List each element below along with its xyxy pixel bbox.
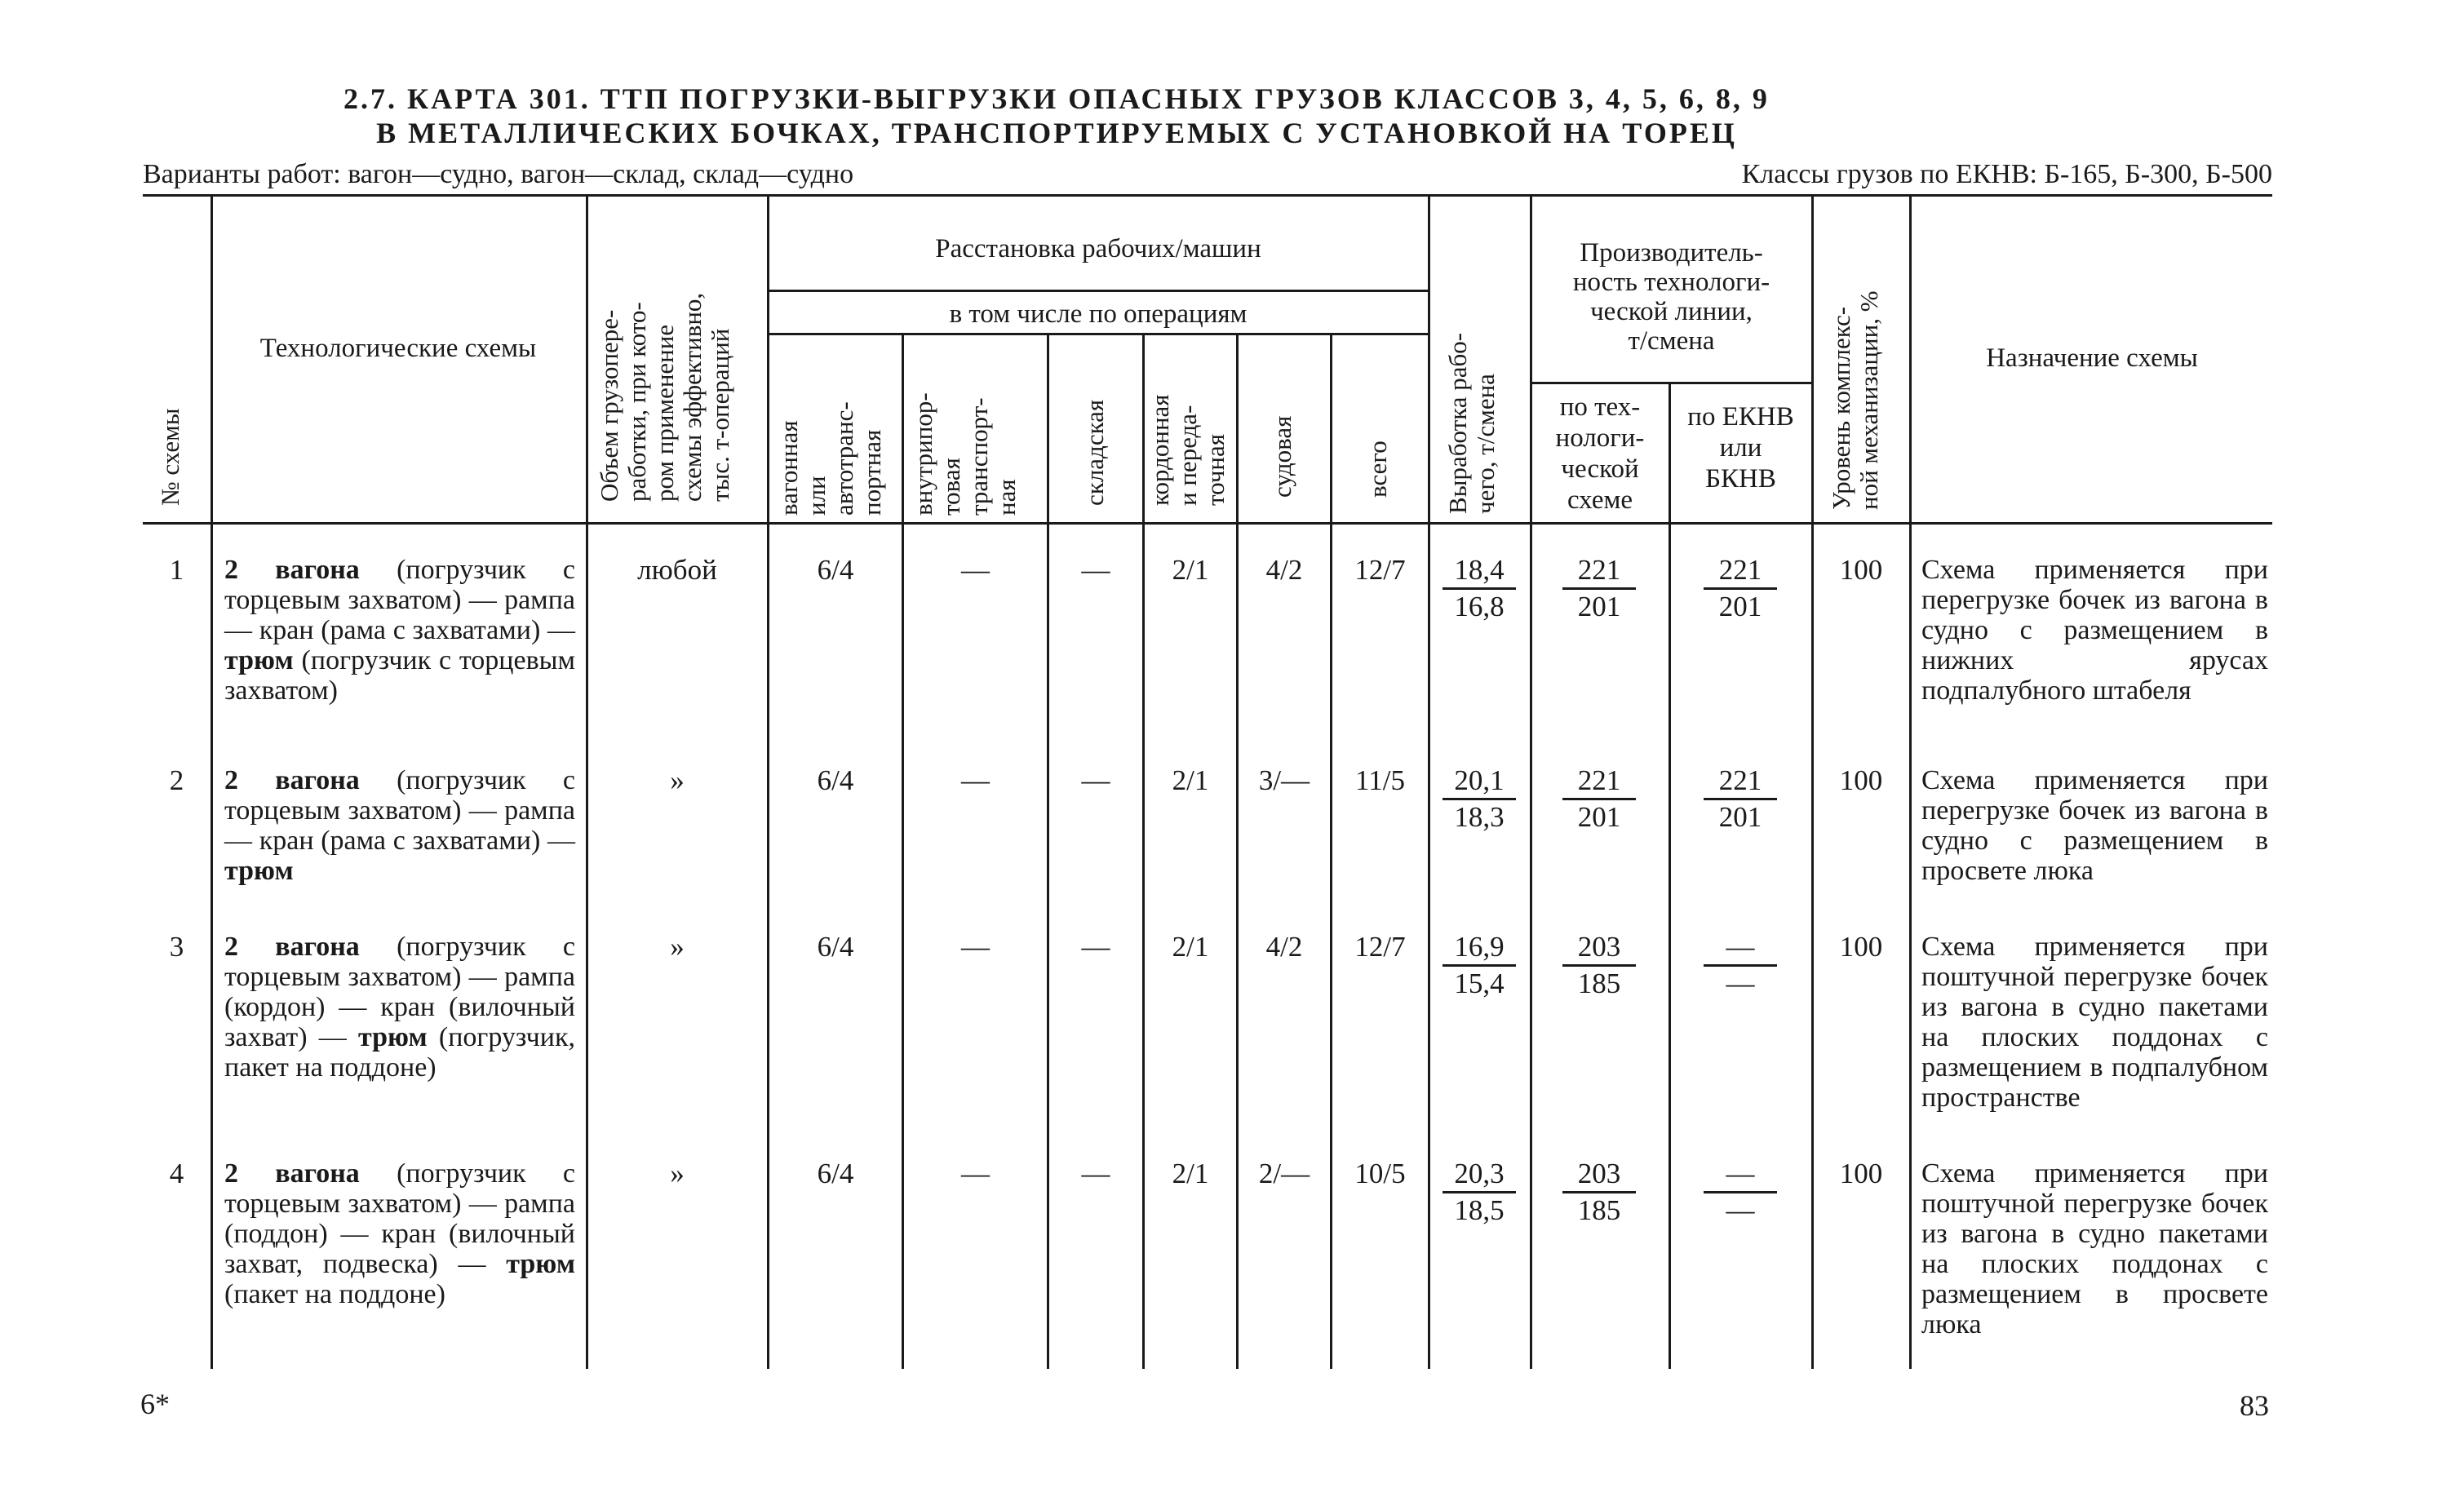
col-header-productivity: Производитель- ность технологи- ческой линии, т/смена xyxy=(1572,238,1770,356)
output-fraction: $\frac{20,3}{18,5}$ xyxy=(1443,1157,1516,1228)
purpose-text: Схема применяется при перегрузке бочек из вагона в судно с размещением в нижних ярусах подпалубного штабеля xyxy=(1921,555,2268,706)
op-ship-value: 4/2 xyxy=(1265,931,1303,963)
purpose-text: Схема применяется при перегрузке бочек из вагона в судно с размещением в просвете люка xyxy=(1921,765,2268,886)
page-number: 83 xyxy=(2240,1389,2269,1422)
scheme-description: 2 вагона (погрузчик с торцевым захватом) — рампа — кран (рама с захватами) — трюм xyxy=(224,765,576,886)
scheme-description: 2 вагона (погрузчик с торцевым захватом) — рампа (поддон) — кран (вилочный захват, подвеска) — трюм (пакет на поддоне) xyxy=(224,1158,576,1309)
prod-tech-fraction: $\frac{221}{201}$ xyxy=(1562,764,1636,835)
op-inport-value: — xyxy=(961,764,990,796)
scheme-number: 1 xyxy=(169,554,184,586)
purpose-text: Схема применяется при поштучной перегрузке бочек из вагона в судно пакетами на плоских поддонах с размещением в подпалубном пространстве xyxy=(1921,932,2268,1113)
mechanization-value: 100 xyxy=(1839,554,1883,586)
purpose-text: Схема применяется при поштучной перегрузке бочек из вагона в судно пакетами на плоских поддонах с размещением в просвете люка xyxy=(1921,1158,2268,1340)
scheme-description: 2 вагона (погрузчик с торцевым захватом) — рампа — кран (рама с захватами) — трюм (погрузчик с торцевым захватом) xyxy=(224,555,576,706)
mechanization-value: 100 xyxy=(1839,1158,1883,1189)
col-header-purpose: Назначение схемы xyxy=(1986,343,2198,373)
col-header-op-wagon: вагонная или автотранс- портная xyxy=(774,401,886,516)
op-total-value: 10/5 xyxy=(1354,1158,1406,1189)
op-total-value: 12/7 xyxy=(1354,554,1406,586)
op-cordon-value: 2/1 xyxy=(1172,554,1209,586)
col-header-scheme-number: № схемы xyxy=(156,408,184,506)
op-wagon-value: 6/4 xyxy=(817,554,854,586)
volume-value: » xyxy=(670,764,685,796)
page-title-line2: В МЕТАЛЛИЧЕСКИХ БОЧКАХ, ТРАНСПОРТИРУЕМЫХ С УСТАНОВКОЙ НА ТОРЕЦ xyxy=(376,117,1737,149)
output-fraction: $\frac{20,1}{18,3}$ xyxy=(1443,764,1516,835)
op-warehouse-value: — xyxy=(1081,931,1110,963)
col-header-op-warehouse: складская xyxy=(1080,399,1109,506)
prod-tech-fraction: $\frac{203}{185}$ xyxy=(1562,1157,1636,1228)
volume-value: любой xyxy=(637,554,717,586)
output-fraction: $\frac{18,4}{16,8}$ xyxy=(1443,553,1516,624)
page-title-line1: 2.7. КАРТА 301. ТТП ПОГРУЗКИ-ВЫГРУЗКИ ОПАСНЫХ ГРУЗОВ КЛАССОВ 3, 4, 5, 6, 8, 9 xyxy=(343,82,1770,115)
col-header-prod-tech: по тех- нологи- ческой схеме xyxy=(1555,392,1645,515)
col-header-output: Выработка рабо- чего, т/смена xyxy=(1443,332,1500,514)
op-ship-value: 4/2 xyxy=(1265,554,1303,586)
col-header-op-inport: внутрипор- товая транспорт- ная xyxy=(909,392,1021,516)
col-header-op-ship: судовая xyxy=(1268,415,1296,498)
prod-tech-fraction: $\frac{203}{185}$ xyxy=(1562,930,1636,1001)
scheme-number: 2 xyxy=(169,764,184,796)
cargo-classes: Классы грузов по ЕКНВ: Б-165, Б-300, Б-500 xyxy=(1741,159,2272,189)
col-header-by-operations: в том числе по операциям xyxy=(949,299,1248,329)
prod-eknv-fraction: — — xyxy=(1704,930,1777,1001)
op-inport-value: — xyxy=(961,931,990,963)
op-inport-value: — xyxy=(961,1158,990,1189)
footer-signature-mark: 6* xyxy=(140,1388,170,1420)
op-inport-value: — xyxy=(961,554,990,586)
op-ship-value: 3/— xyxy=(1258,764,1310,796)
prod-eknv-fraction: — — xyxy=(1704,1157,1777,1228)
scheme-number: 4 xyxy=(169,1158,184,1189)
op-warehouse-value: — xyxy=(1081,1158,1110,1189)
prod-eknv-fraction: $\frac{221}{201}$ xyxy=(1704,553,1777,624)
op-wagon-value: 6/4 xyxy=(817,1158,854,1189)
op-warehouse-value: — xyxy=(1081,554,1110,586)
op-total-value: 11/5 xyxy=(1355,764,1405,796)
col-header-op-total: всего xyxy=(1363,441,1392,498)
mechanization-value: 100 xyxy=(1839,931,1883,963)
scheme-description: 2 вагона (погрузчик с торцевым захватом) — рампа (кордон) — кран (вилочный захват) — трюм (погрузчик, пакет на поддоне) xyxy=(224,932,576,1083)
op-cordon-value: 2/1 xyxy=(1172,764,1209,796)
op-total-value: 12/7 xyxy=(1354,931,1406,963)
op-wagon-value: 6/4 xyxy=(817,764,854,796)
col-header-mechanization: Уровень комплекс- ной механизации, % xyxy=(1827,290,1883,510)
op-warehouse-value: — xyxy=(1081,764,1110,796)
op-cordon-value: 2/1 xyxy=(1172,1158,1209,1189)
work-variants: Варианты работ: вагон—судно, вагон—склад, склад—судно xyxy=(143,159,854,189)
op-cordon-value: 2/1 xyxy=(1172,931,1209,963)
col-header-op-cordon: кордонная и переда- точная xyxy=(1146,394,1230,506)
volume-value: » xyxy=(670,1158,685,1189)
prod-eknv-fraction: $\frac{221}{201}$ xyxy=(1704,764,1777,835)
op-ship-value: 2/— xyxy=(1258,1158,1310,1189)
col-header-volume: Объем грузопере- работки, при кото- ром применение схемы эффективно, тыс. т-операций xyxy=(595,292,734,502)
op-wagon-value: 6/4 xyxy=(817,931,854,963)
output-fraction: $\frac{16,9}{15,4}$ xyxy=(1443,930,1516,1001)
col-header-prod-eknv: по ЕКНВ или БКНВ xyxy=(1687,402,1794,494)
volume-value: » xyxy=(670,931,685,963)
scheme-number: 3 xyxy=(169,931,184,963)
mechanization-value: 100 xyxy=(1839,764,1883,796)
prod-tech-fraction: $\frac{221}{201}$ xyxy=(1562,553,1636,624)
col-header-scheme: Технологические схемы xyxy=(259,334,537,363)
col-header-placement: Расстановка рабочих/машин xyxy=(935,234,1261,263)
